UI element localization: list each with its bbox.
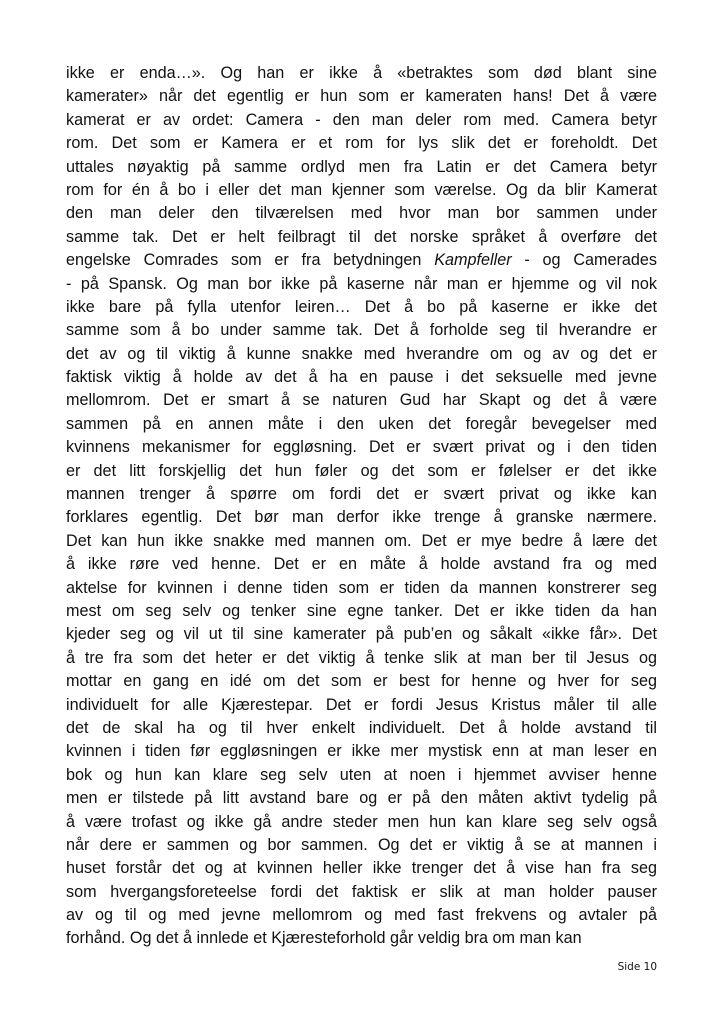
text-line: den man deler den tilværelsen med hvor man bor sammen under: [66, 204, 657, 223]
text-line: rom for én å bo i eller det man kjenner som værelse. Og da blir Kamerat: [66, 180, 657, 199]
text-line: men er tilstede på litt avstand bare og er på den måten aktivt tydelig på: [66, 789, 657, 808]
text-line: samme som å bo under samme tak. Det å forholde seg til hverandre er: [66, 321, 657, 340]
text-line: å ikke røre ved henne. Det er en måte å holde avstand fra og med: [66, 555, 657, 574]
text-line: individuelt for alle Kjærestepar. Det er fordi Jesus Kristus måler til alle: [66, 695, 657, 714]
text-line: Det kan hun ikke snakke med mannen om. Det er mye bedre å lære det: [66, 531, 657, 550]
text-line: aktelse for kvinnen i denne tiden som er tiden da mannen konstrerer seg: [66, 578, 657, 597]
text-segment: - og Camerades: [511, 251, 657, 270]
text-line: kjeder seg og vil ut til sine kamerater på pub’en og såkalt «ikke får». Det: [66, 625, 657, 644]
text-line: kamerater» når det egentlig er hun som er kameraten hans! Det å være: [66, 87, 657, 106]
body-text: [66, 62, 657, 951]
text-line: kvinnens mekanismer for eggløsning. Det er svært privat og i den tiden: [66, 438, 657, 457]
text-line: faktisk viktig å holde av det å ha en pause i det seksuelle med jevne: [66, 368, 657, 387]
text-line: bok og hun kan klare seg selv uten at noen i hjemmet avviser henne: [66, 765, 657, 784]
text-line: det av og til viktig å kunne snakke med hverandre om og av og det er: [66, 344, 657, 363]
page-number: Side 10: [617, 961, 657, 973]
text-line: forklares egentlig. Det bør man derfor ikke trenge å granske nærmere.: [66, 508, 657, 527]
text-line: mannen trenger å spørre om fordi det er svært privat og ikke kan: [66, 485, 657, 504]
text-line: ikke bare på fylla utenfor leiren… Det å bo på kaserne er ikke det: [66, 297, 657, 316]
text-line: å tre fra som det heter er det viktig å tenke slik at man ber til Jesus og: [66, 648, 657, 667]
text-line: det de skal ha og til hver enkelt individuelt. Det å holde avstand til: [66, 718, 657, 737]
text-line: mottar en gang en idé om det som er best for henne og hver for seg: [66, 672, 657, 691]
text-line: samme tak. Det er helt feilbragt til det norske språket å overføre det: [66, 227, 657, 246]
text-line: er det litt forskjellig det hun føler og det som er følelser er det ikke: [66, 461, 657, 480]
text-line: mest om seg selv og tenker sine egne tanker. Det er ikke tiden da han: [66, 601, 657, 620]
text-line: når dere er sammen og bor sammen. Og det er viktig å se at mannen i: [66, 835, 657, 854]
text-line: å være trofast og ikke gå andre steder men hun kan klare seg selv også: [66, 812, 657, 831]
text-line: rom. Det som er Kamera er et rom for lys slik det er foreholdt. Det: [66, 134, 657, 153]
italic-term: Kampfeller: [434, 251, 512, 270]
text-line: forhånd. Og det å innlede et Kjæresteforhold går veldig bra om man kan: [66, 929, 582, 948]
text-line: av og til og med jevne mellomrom og med fast frekvens og avtaler på: [66, 906, 657, 925]
text-line: huset forstår det og at kvinnen heller ikke trenger det å vise han fra seg: [66, 859, 657, 878]
text-line: uttales nøyaktig på samme ordlyd men fra Latin er det Camera betyr: [66, 157, 657, 176]
text-segment: engelske Comrades som er fra betydningen: [66, 251, 435, 270]
text-line: kamerat er av ordet: Camera - den man deler rom med. Camera betyr: [66, 110, 657, 129]
text-line: kvinnen i tiden før eggløsningen er ikke mer mystisk enn at man leser en: [66, 742, 657, 761]
text-line: mellomrom. Det er smart å se naturen Gud har Skapt og det å være: [66, 391, 657, 410]
text-line: sammen på en annen måte i den uken det foregår bevegelser med: [66, 414, 657, 433]
text-line: som hvergangsforeteelse fordi det faktisk er slik at man holder pauser: [66, 882, 657, 901]
text-line: [66, 249, 657, 272]
text-line: ikke er enda…». Og han er ikke å «betraktes som død blant sine: [66, 64, 657, 82]
text-line: - på Spansk. Og man bor ikke på kaserne når man er hjemme og vil nok: [66, 274, 657, 293]
